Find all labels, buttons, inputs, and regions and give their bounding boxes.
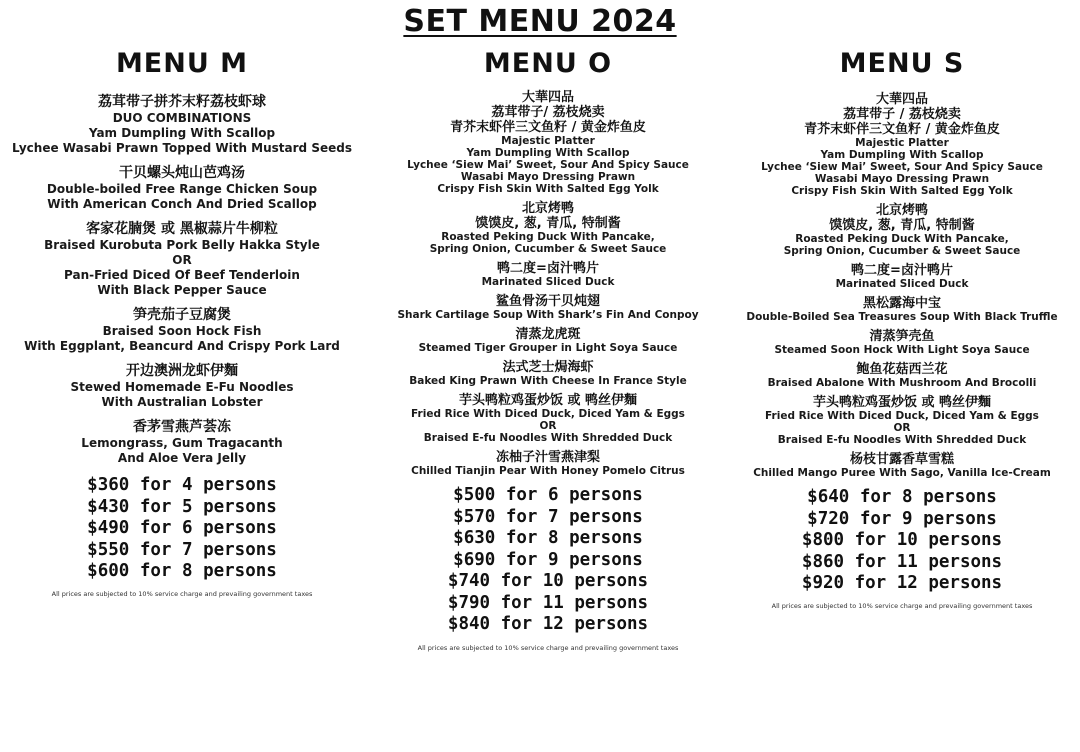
course-english-line: Crispy Fish Skin With Salted Egg Yolk bbox=[791, 185, 1013, 197]
course-chinese-name: 香茅雪燕芦荟冻 bbox=[133, 419, 231, 435]
course-english-line: Braised Abalone With Mushroom And Brocolli bbox=[767, 377, 1037, 389]
course-english-line: Lychee ‘Siew Mai’ Sweet, Sour And Spicy Sauce bbox=[761, 161, 1043, 173]
course-english-line: Spring Onion, Cucumber & Sweet Sauce bbox=[429, 243, 667, 255]
course-english-line: Double-boiled Free Range Chicken Soup bbox=[46, 182, 318, 196]
course-chinese-name: 清蒸笋壳鱼 bbox=[869, 329, 935, 344]
price-line: $790 for 11 persons bbox=[447, 592, 649, 613]
menu-s-column bbox=[730, 48, 1074, 611]
course-english-line: Braised E-fu Noodles With Shredded Duck bbox=[777, 434, 1027, 446]
course-english-line: With American Conch And Dried Scallop bbox=[47, 197, 317, 211]
course-item bbox=[10, 94, 354, 156]
course-chinese-name: 客家花腩煲 或 黑椒蒜片牛柳粒 bbox=[86, 221, 278, 237]
course-chinese-name: 鸭二度=卤汁鸭片 bbox=[497, 261, 599, 276]
price-line: $800 for 10 persons bbox=[801, 530, 1003, 550]
course-english-line: Majestic Platter bbox=[855, 137, 949, 149]
price-line: $640 for 8 persons bbox=[807, 487, 997, 507]
course-item bbox=[378, 294, 718, 321]
course-english-line: Marinated Sliced Duck bbox=[481, 276, 615, 288]
course-item bbox=[378, 393, 718, 444]
course-english-line: With Australian Lobster bbox=[101, 395, 263, 409]
course-chinese-name: 鲨鱼骨汤干贝炖翅 bbox=[495, 294, 600, 309]
price-list bbox=[10, 475, 354, 583]
price-line: $490 for 6 persons bbox=[87, 518, 277, 538]
menu-o-column bbox=[378, 48, 718, 653]
course-chinese-name: 笋壳茄子豆腐煲 bbox=[133, 307, 231, 323]
course-english-line: OR bbox=[539, 420, 557, 432]
course-chinese-name: 芋头鸭粒鸡蛋炒饭 或 鸭丝伊麵 bbox=[458, 393, 638, 408]
course-chinese-subline: 青芥末虾伴三文鱼籽 / 黄金炸鱼皮 bbox=[450, 120, 646, 135]
price-line: $600 for 8 persons bbox=[87, 561, 277, 581]
course-english-line: OR bbox=[893, 422, 911, 434]
price-list bbox=[378, 485, 718, 636]
page-title: SET MENU 2024 bbox=[403, 4, 677, 39]
course-english-line: Baked King Prawn With Cheese In France Style bbox=[409, 375, 687, 387]
course-chinese-name: 黑松露海中宝 bbox=[862, 296, 941, 311]
course-english-line: With Black Pepper Sauce bbox=[97, 283, 267, 297]
course-item bbox=[378, 90, 718, 195]
course-item bbox=[10, 221, 354, 298]
course-item bbox=[730, 92, 1074, 197]
course-item bbox=[378, 450, 718, 477]
course-item bbox=[730, 263, 1074, 290]
course-english-line: DUO COMBINATIONS bbox=[112, 111, 252, 125]
course-chinese-subline: 馍馍皮, 葱, 青瓜, 特制酱 bbox=[475, 216, 621, 231]
course-chinese-name: 芋头鸭粒鸡蛋炒饭 或 鸭丝伊麵 bbox=[812, 395, 992, 410]
course-english-line: Chilled Tianjin Pear With Honey Pomelo Citrus bbox=[411, 465, 685, 477]
course-item bbox=[730, 452, 1074, 479]
course-english-line: Chilled Mango Puree With Sago, Vanilla Ice-Cream bbox=[753, 467, 1051, 479]
course-chinese-name: 荔茸带子拼芥末籽荔枝虾球 bbox=[98, 94, 266, 110]
course-chinese-name: 鲍鱼花菇西兰花 bbox=[856, 362, 948, 377]
price-line: $720 for 9 persons bbox=[807, 508, 997, 529]
price-line: $550 for 7 persons bbox=[87, 539, 277, 560]
course-english-line: Shark Cartilage Soup With Shark’s Fin And Conpoy bbox=[397, 309, 699, 321]
course-chinese-name: 干贝螺头炖山芭鸡汤 bbox=[119, 165, 245, 181]
course-item bbox=[10, 165, 354, 212]
price-line: $630 for 8 persons bbox=[453, 528, 643, 548]
course-english-line: Fried Rice With Diced Duck, Diced Yam & Eggs bbox=[411, 408, 685, 420]
price-line: $430 for 5 persons bbox=[87, 496, 277, 517]
course-english-line: Roasted Peking Duck With Pancake, bbox=[795, 233, 1009, 245]
course-chinese-subline: 荔茸带子/ 荔枝烧卖 bbox=[491, 105, 605, 120]
course-item bbox=[10, 419, 354, 466]
course-english-line: Stewed Homemade E-Fu Noodles bbox=[70, 380, 294, 394]
price-list bbox=[730, 487, 1074, 595]
course-item bbox=[730, 203, 1074, 257]
course-english-line: Yam Dumpling With Scallop bbox=[88, 126, 276, 140]
service-charge-note: All prices are subjected to 10% service charge and prevailing government taxes bbox=[51, 589, 313, 598]
menu-m-column bbox=[10, 48, 354, 599]
course-english-line: Majestic Platter bbox=[501, 135, 595, 147]
price-line: $360 for 4 persons bbox=[87, 475, 277, 495]
price-line: $860 for 11 persons bbox=[801, 551, 1003, 572]
course-item bbox=[730, 296, 1074, 323]
menu-title: MENU O bbox=[483, 48, 613, 79]
course-item bbox=[10, 363, 354, 410]
course-chinese-name: 开边澳洲龙虾伊麵 bbox=[126, 363, 238, 379]
course-item bbox=[730, 329, 1074, 356]
course-english-line: Steamed Soon Hock With Light Soya Sauce bbox=[774, 344, 1030, 356]
course-english-line: Braised E-fu Noodles With Shredded Duck bbox=[423, 432, 673, 444]
course-english-line: Steamed Tiger Grouper in Light Soya Sauce bbox=[418, 342, 678, 354]
price-line: $920 for 12 persons bbox=[801, 573, 1003, 593]
course-item bbox=[730, 395, 1074, 446]
course-chinese-name: 大華四品 bbox=[521, 90, 574, 105]
course-english-line: With Eggplant, Beancurd And Crispy Pork Lard bbox=[24, 339, 340, 353]
price-line: $840 for 12 persons bbox=[447, 614, 649, 634]
course-english-line: Lychee ‘Siew Mai’ Sweet, Sour And Spicy Sauce bbox=[407, 159, 689, 171]
course-chinese-name: 杨枝甘露香草雪糕 bbox=[849, 452, 954, 467]
course-item bbox=[10, 307, 354, 354]
course-english-line: Crispy Fish Skin With Salted Egg Yolk bbox=[437, 183, 659, 195]
price-line: $500 for 6 persons bbox=[453, 485, 643, 505]
course-item bbox=[378, 201, 718, 255]
course-chinese-name: 北京烤鸭 bbox=[521, 201, 574, 216]
service-charge-note: All prices are subjected to 10% service charge and prevailing government taxes bbox=[771, 601, 1033, 610]
menu-title: MENU S bbox=[839, 48, 965, 79]
course-chinese-name: 法式芝士焗海虾 bbox=[502, 360, 594, 375]
course-chinese-name: 北京烤鸭 bbox=[875, 203, 928, 218]
course-english-line: Lemongrass, Gum Tragacanth bbox=[81, 436, 283, 450]
course-english-line: Pan-Fried Diced Of Beef Tenderloin bbox=[64, 268, 300, 282]
course-chinese-name: 大華四品 bbox=[875, 92, 928, 107]
course-chinese-subline: 荔茸带子 / 荔枝烧卖 bbox=[843, 107, 961, 122]
course-item bbox=[730, 362, 1074, 389]
course-item bbox=[378, 360, 718, 387]
course-chinese-name: 鸭二度=卤汁鸭片 bbox=[851, 263, 953, 278]
course-english-line: Lychee Wasabi Prawn Topped With Mustard Seeds bbox=[12, 141, 352, 155]
course-english-line: Marinated Sliced Duck bbox=[835, 278, 969, 290]
course-chinese-name: 清蒸龙虎斑 bbox=[515, 327, 581, 342]
course-english-line: Double-Boiled Sea Treasures Soup With Black Truffle bbox=[746, 311, 1058, 323]
price-line: $570 for 7 persons bbox=[453, 506, 643, 527]
course-item bbox=[378, 261, 718, 288]
course-english-line: Yam Dumpling With Scallop bbox=[466, 147, 630, 159]
course-chinese-subline: 青芥末虾伴三文鱼籽 / 黄金炸鱼皮 bbox=[804, 122, 1000, 137]
course-item bbox=[378, 327, 718, 354]
price-line: $740 for 10 persons bbox=[447, 571, 649, 591]
course-english-line: Wasabi Mayo Dressing Prawn bbox=[460, 171, 636, 183]
course-english-line: Braised Soon Hock Fish bbox=[102, 324, 262, 338]
price-line: $690 for 9 persons bbox=[453, 549, 643, 570]
course-english-line: Wasabi Mayo Dressing Prawn bbox=[814, 173, 990, 185]
course-english-line: Roasted Peking Duck With Pancake, bbox=[441, 231, 655, 243]
course-english-line: Spring Onion, Cucumber & Sweet Sauce bbox=[783, 245, 1021, 257]
course-chinese-name: 冻柚子汁雪燕津梨 bbox=[495, 450, 600, 465]
course-chinese-subline: 馍馍皮, 葱, 青瓜, 特制酱 bbox=[829, 218, 975, 233]
course-english-line: Yam Dumpling With Scallop bbox=[820, 149, 984, 161]
service-charge-note: All prices are subjected to 10% service charge and prevailing government taxes bbox=[417, 643, 679, 652]
course-english-line: And Aloe Vera Jelly bbox=[117, 451, 247, 465]
menu-title: MENU M bbox=[115, 48, 249, 79]
course-english-line: Braised Kurobuta Pork Belly Hakka Style bbox=[44, 238, 320, 252]
course-english-line: OR bbox=[172, 253, 192, 267]
course-english-line: Fried Rice With Diced Duck, Diced Yam & Eggs bbox=[765, 410, 1039, 422]
